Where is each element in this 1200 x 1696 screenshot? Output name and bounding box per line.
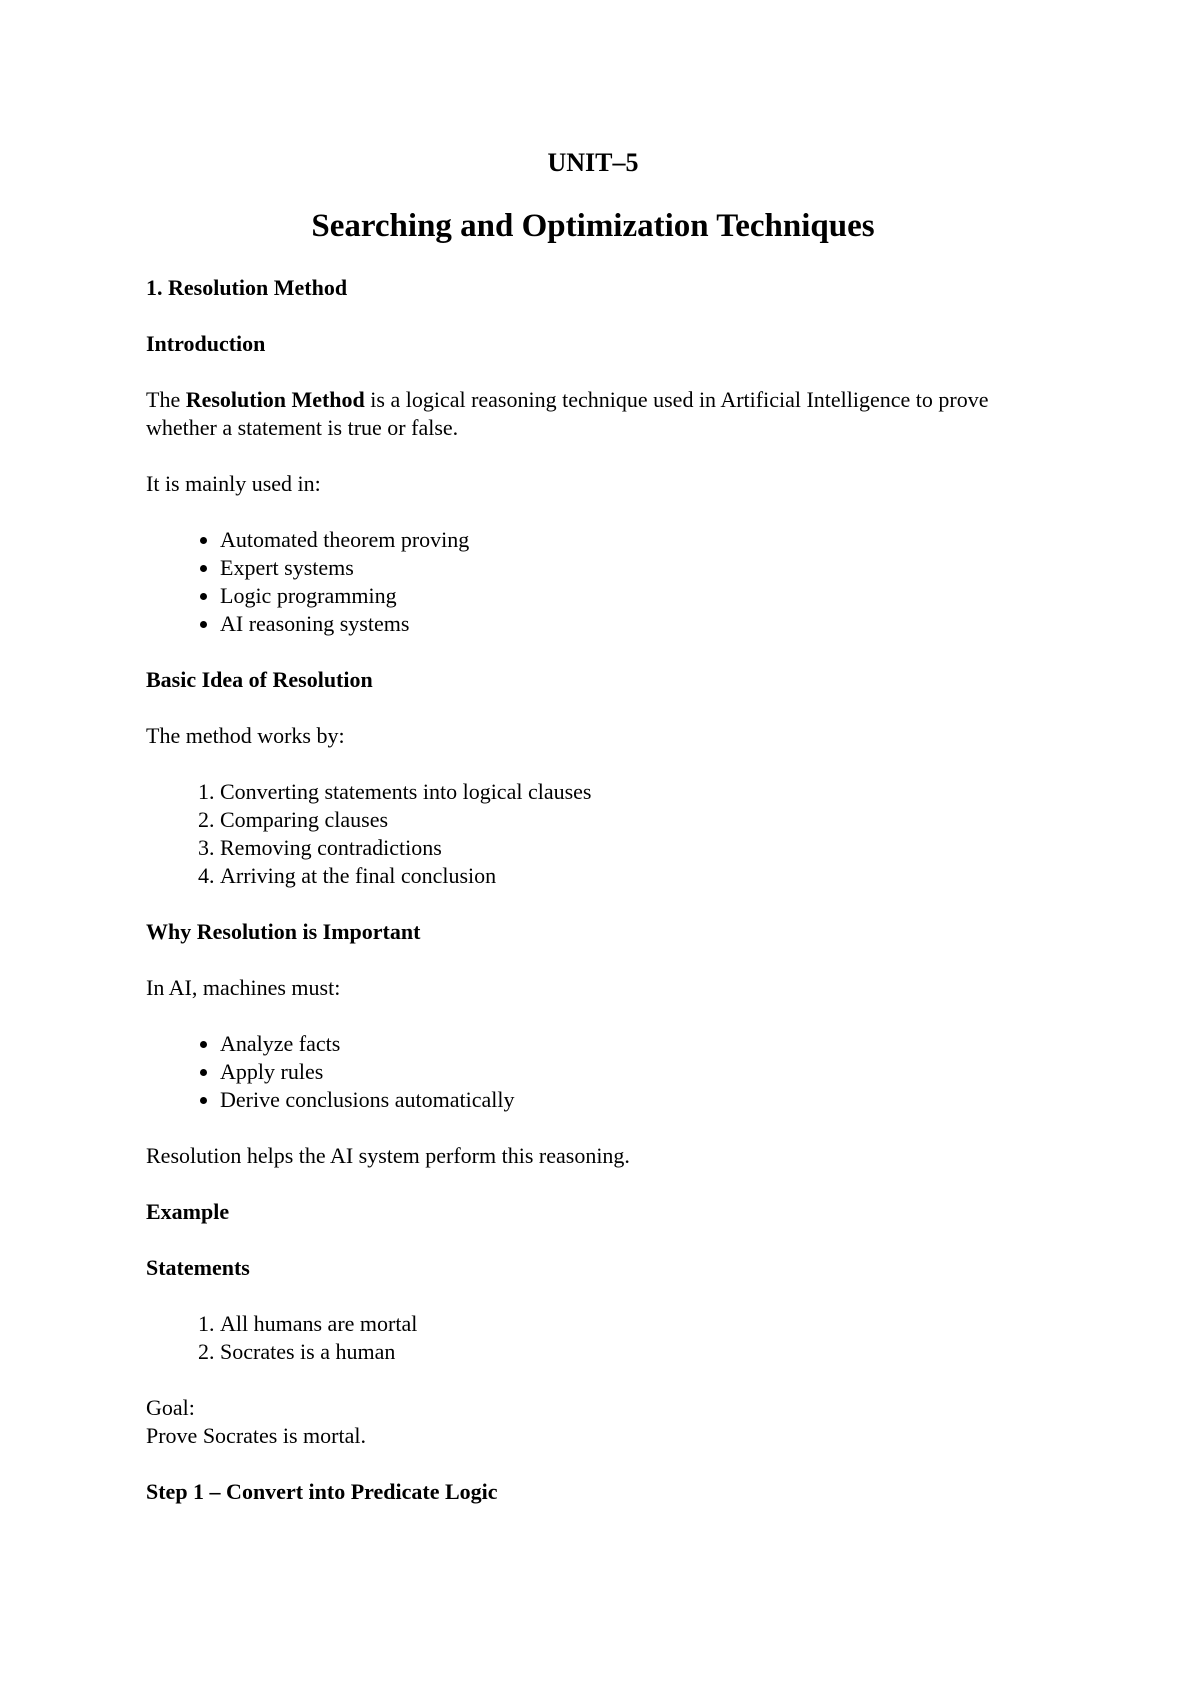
- subheading-step-1: Step 1 – Convert into Predicate Logic: [146, 1479, 498, 1504]
- section-heading-resolution-method: 1. Resolution Method: [146, 275, 348, 300]
- list-item: • Analyze facts: [220, 1030, 1040, 1058]
- list-item: • Logic programming: [220, 582, 1040, 610]
- importance-conclusion-text: Resolution helps the AI system perform this reasoning.: [146, 1143, 630, 1168]
- unit-label: UNIT–5: [547, 148, 639, 177]
- goal-label: Goal:: [146, 1395, 195, 1420]
- importance-intro-text: In AI, machines must:: [146, 975, 341, 1000]
- basic-idea-intro-text: The method works by:: [146, 723, 345, 748]
- intro-term-bold: Resolution Method: [185, 387, 365, 412]
- page-title: Searching and Optimization Techniques: [311, 208, 875, 244]
- subheading-basic-idea: Basic Idea of Resolution: [146, 667, 373, 692]
- subheading-statements: Statements: [146, 1255, 250, 1280]
- importance-list: [146, 1030, 1040, 1114]
- list-item: 1. All humans are mortal: [220, 1310, 1040, 1338]
- goal-text: Prove Socrates is mortal.: [146, 1423, 366, 1448]
- usage-intro-text: It is mainly used in:: [146, 471, 321, 496]
- intro-text-start: The: [146, 387, 186, 412]
- introduction-paragraph: [146, 386, 1040, 442]
- list-item: • Derive conclusions automatically: [220, 1086, 1040, 1114]
- list-item: • Apply rules: [220, 1058, 1040, 1086]
- method-steps-list: [146, 778, 1040, 890]
- usage-list: [146, 526, 1040, 638]
- intro-text-end: is a logical reasoning technique used in Artificial Intelligence to prove whether a statement is true or false.: [146, 387, 989, 440]
- list-item: • Expert systems: [220, 554, 1040, 582]
- goal-block: [146, 1394, 1040, 1450]
- list-item: 2. Socrates is a human: [220, 1338, 1040, 1366]
- list-item: 4. Arriving at the final conclusion: [220, 862, 1040, 890]
- list-item: 3. Removing contradictions: [220, 834, 1040, 862]
- list-item: • AI reasoning systems: [220, 610, 1040, 638]
- subheading-introduction: Introduction: [146, 331, 266, 356]
- subheading-importance: Why Resolution is Important: [146, 919, 421, 944]
- subheading-example: Example: [146, 1199, 230, 1224]
- list-item: 2. Comparing clauses: [220, 806, 1040, 834]
- statements-list: [146, 1310, 1040, 1366]
- list-item: 1. Converting statements into logical clauses: [220, 778, 1040, 806]
- list-item: • Automated theorem proving: [220, 526, 1040, 554]
